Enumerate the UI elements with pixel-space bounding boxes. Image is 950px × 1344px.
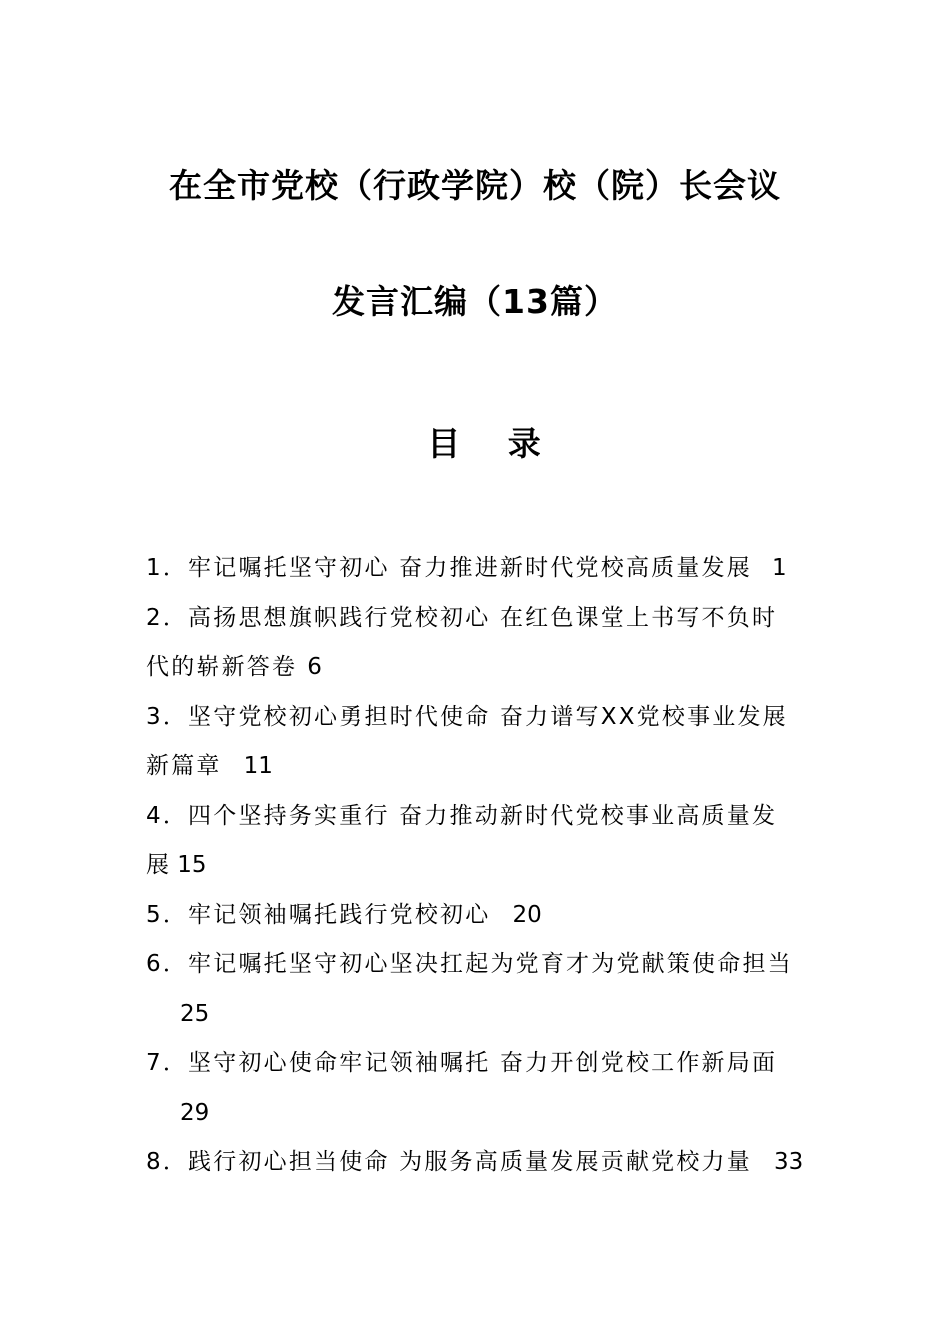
toc-entry[interactable] bbox=[146, 693, 806, 743]
toc-entry-number: 1． bbox=[146, 555, 189, 581]
toc-entry-title-cont: 代的崭新答卷 bbox=[146, 654, 298, 680]
toc-entry-continuation[interactable] bbox=[146, 990, 806, 1040]
document-title-line-1: 在全市党校（行政学院）校（院）长会议 bbox=[169, 166, 781, 205]
toc-heading: 目 录 bbox=[427, 424, 559, 463]
toc-entry-title: 坚守党校初心勇担时代使命 奋力谱写XX党校事业发展 bbox=[188, 703, 788, 730]
toc-entry-page: 11 bbox=[243, 753, 273, 779]
toc-entry[interactable] bbox=[146, 594, 806, 644]
toc-entry-page: 15 bbox=[177, 852, 207, 878]
toc-entry-title-cont: 新篇章 bbox=[146, 753, 222, 779]
toc-entry-number: 5． bbox=[146, 901, 189, 928]
toc-entry-continuation[interactable] bbox=[146, 643, 806, 693]
toc-entry-continuation[interactable] bbox=[146, 742, 806, 792]
toc-entry-page: 1 bbox=[771, 555, 787, 581]
toc-entry-title: 高扬思想旗帜践行党校初心 在红色课堂上书写不负时 bbox=[188, 604, 778, 631]
table-of-contents bbox=[146, 544, 806, 1188]
toc-entry[interactable] bbox=[146, 544, 806, 594]
toc-entry-number: 6． bbox=[146, 951, 189, 977]
toc-entry-title: 坚守初心使命牢记领袖嘱托 奋力开创党校工作新局面 bbox=[188, 1050, 778, 1076]
toc-entry-page: 29 bbox=[180, 1099, 210, 1126]
toc-entry[interactable] bbox=[146, 940, 806, 990]
toc-entry[interactable] bbox=[146, 1138, 806, 1188]
toc-entry-title-cont: 展 bbox=[146, 852, 172, 878]
toc-entry-page: 25 bbox=[180, 1000, 210, 1027]
toc-entry-number: 8． bbox=[146, 1149, 189, 1175]
toc-entry-number: 2． bbox=[146, 604, 189, 631]
toc-entry-number: 3． bbox=[146, 703, 189, 730]
toc-entry-page: 33 bbox=[773, 1149, 804, 1175]
toc-entry-title: 践行初心担当使命 为服务高质量发展贡献党校力量 bbox=[188, 1149, 752, 1175]
toc-entry-title: 四个坚持务实重行 奋力推动新时代党校事业高质量发 bbox=[188, 802, 778, 829]
toc-entry-number: 4． bbox=[146, 802, 189, 829]
toc-entry-page: 20 bbox=[512, 901, 542, 928]
toc-entry-continuation[interactable] bbox=[146, 841, 806, 891]
toc-entry-title: 牢记领袖嘱托践行党校初心 bbox=[188, 901, 491, 928]
toc-entry-continuation[interactable] bbox=[146, 1089, 806, 1139]
toc-entry[interactable] bbox=[146, 891, 806, 941]
document-title-line-2: 发言汇编（13篇） bbox=[332, 282, 618, 321]
toc-entry[interactable] bbox=[146, 1039, 806, 1089]
toc-entry[interactable] bbox=[146, 792, 806, 842]
toc-entry-page: 6 bbox=[307, 654, 322, 680]
toc-entry-title: 牢记嘱托坚守初心坚决扛起为党育才为党献策使命担当 bbox=[188, 951, 793, 977]
toc-entry-title: 牢记嘱托坚守初心 奋力推进新时代党校高质量发展 bbox=[188, 555, 752, 581]
toc-entry-number: 7． bbox=[146, 1050, 189, 1076]
